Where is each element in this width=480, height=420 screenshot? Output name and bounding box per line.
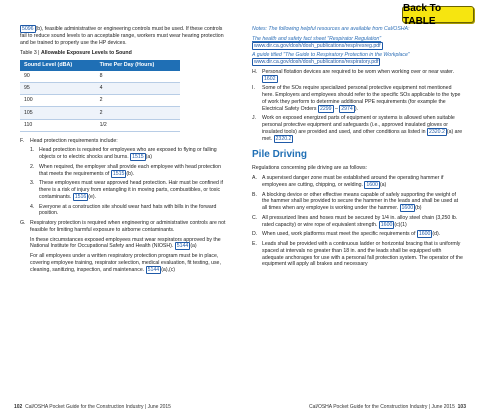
subitem-number: 4. (30, 203, 35, 210)
cell-level: 95 (20, 83, 96, 95)
ref-link[interactable]: 5144 (147, 266, 160, 273)
notes-intro: Notes: The following helpful resources are available from Cal/OSHA: (252, 26, 410, 32)
subitem-number: 3. (30, 180, 35, 187)
item-body: A blocking device or other effective means capable of safely supporting the weight of the hammer shall be provided to secure the hammer in the leads and shall be used at all times when any employee is working under the hammer. (262, 191, 459, 211)
item-letter: D. (252, 231, 258, 238)
ref-tail: (a),(c) (161, 266, 176, 273)
resource-url-link[interactable]: www.dir.ca.gov/dosh/dosh_publications/resp/resreg.pdf (254, 42, 381, 49)
ref-link[interactable]: 1515 (112, 170, 125, 177)
cell-time: 1/2 (96, 119, 180, 131)
intro-text: (b), feasible administrative or engineering controls must be used. If these controls fail to reduce sound levels to an acceptable range, workers must wear hearing protection and be trained to properly use the HP devices. (20, 26, 224, 46)
ref-tail: (b). (126, 170, 135, 177)
ref-tail: ). (354, 105, 358, 112)
ref-link[interactable]: 1515 (132, 154, 144, 161)
header-sound-level: Sound Level (dBA) (20, 60, 96, 71)
item-j (252, 115, 464, 142)
item-text (262, 69, 464, 83)
item-g (20, 220, 230, 234)
item-pile-b (252, 192, 464, 212)
cell-level: 100 (20, 95, 96, 107)
ref-tail: (b) (415, 205, 422, 211)
cell-level: 90 (20, 71, 96, 83)
ref-link[interactable]: 1602 (264, 75, 276, 82)
resource-title: A guide titled "The Guide to Respiratory Protection in the Workplace" (252, 52, 410, 59)
item-body: All pressurized lines and hoses must be secured by 1/4 in. alloy steel chain (3,250 lb. rated capacity) or wire rope of equivalent strength. (262, 214, 458, 228)
ref-tail: (e). (88, 193, 97, 200)
footer-right (309, 404, 466, 411)
item-text (262, 215, 464, 229)
item-letter: C. (252, 214, 258, 221)
pile-intro: Regulations concerning pile driving are as follows: (252, 165, 368, 172)
cell-time: 2 (96, 95, 180, 107)
item-text: Head protection requirements include: (30, 137, 118, 144)
subitem-f2 (20, 164, 230, 178)
sound-exposure-table (20, 60, 180, 132)
item-letter: G. (20, 220, 26, 227)
subitem-number: 1. (30, 147, 35, 154)
ref-link[interactable]: 1600 (401, 205, 414, 211)
table-row (20, 95, 180, 107)
ref-link[interactable]: 5096 (22, 26, 34, 32)
ref-link[interactable]: 1600 (366, 181, 378, 188)
g-p3-text: For all employees under a written respiratory protection program must be in place, covering employee training, respirator selection, medical evaluation, fit testing, use, cleaning, sanitizing, inspection, and maintenance. (30, 253, 221, 273)
item-letter: B. (252, 191, 257, 198)
left-column (20, 26, 230, 276)
item-text (262, 231, 464, 238)
ref-tail: (a) (190, 243, 197, 250)
back-to-table-button[interactable]: Back To TABLE (402, 6, 474, 23)
table-label: Table 3 | (20, 50, 41, 57)
subitem-body: Head protection is required for employees who are exposed to flying or falling objects or to electric shocks and burns. (39, 147, 217, 161)
item-i (252, 85, 464, 112)
table-title: Allowable Exposure Levels to Sound (40, 50, 132, 57)
subitem-f1 (20, 147, 230, 161)
g-paragraph-2 (20, 237, 230, 251)
item-text (262, 192, 464, 212)
ref-tail: (a) are met. (262, 128, 463, 142)
page-number-left: 102 (14, 404, 23, 410)
cell-level: 110 (20, 119, 96, 131)
resource-title[interactable]: The health and safety fact sheet "Respirator Regulation" (252, 35, 382, 42)
section-heading: Pile Driving (252, 149, 308, 161)
item-text (262, 115, 464, 142)
table-row (20, 107, 180, 119)
ref-link[interactable]: 1600 (418, 231, 431, 238)
subitem-f3 (20, 180, 230, 200)
item-body: Work on exposed energized parts of equipment or systems is allowed when suitable personal protective equipment and safeguards (i.e., approved insulated gloves or insulated tools) are provided and used, and other conditions as listed in (262, 115, 455, 135)
item-pile-c (252, 215, 464, 229)
item-pile-e (252, 241, 464, 268)
footer-left (14, 404, 171, 411)
item-text: Respiratory protection is required when engineering or administrative controls are not feasible for limiting harmful exposure to airborne contaminants. (30, 220, 226, 233)
item-h (252, 69, 464, 83)
item-text (262, 85, 464, 112)
ref-link[interactable]: 2320.2 (428, 128, 445, 135)
item-letter: H. (252, 68, 258, 75)
resource-1 (252, 36, 464, 50)
ref-link[interactable]: 2320.2 (275, 135, 292, 142)
subitem-text (39, 180, 230, 200)
subitem-f4 (20, 204, 230, 218)
page-number-right: 103 (457, 404, 466, 410)
item-text (262, 175, 464, 189)
ref-tail: (d). (432, 231, 441, 238)
table-row (20, 71, 180, 83)
resource-url-link[interactable]: www.dir.ca.gov/dosh/dosh_publications/respiratory.pdf (254, 59, 379, 65)
right-column (252, 26, 464, 271)
resource-2 (252, 52, 464, 66)
item-body: Personal flotation devices are required to be worn when working over or near water. (262, 68, 455, 75)
item-letter: F. (20, 137, 25, 144)
ref-link[interactable]: 1516 (74, 193, 87, 200)
subitem-text (39, 147, 230, 161)
item-body: When used, work platforms must meet the specific requirements of (262, 231, 416, 238)
subitem-number: 2. (30, 163, 35, 170)
item-text: Leads shall be provided with a continuous ladder or horizontal bracing that is uniformly spaced at intervals no greater than 18 in. and the leads shall be equipped with adequate anchorages for use with a personal fall protection system. The operator of the equipment will apply all brakes and necessary (262, 241, 463, 268)
table-header-row (20, 60, 180, 71)
table-row (20, 83, 180, 95)
ref-link[interactable]: 2974 (341, 105, 353, 112)
subitem-body: These employees must wear approved head protection. Hair must be confined if there is a risk of injury from entangling it in moving parts, combustibles, or toxic contaminants. (39, 180, 223, 200)
cell-time: 8 (96, 71, 180, 83)
g-p2-text: In these circumstances exposed employees must wear respirators approved by the National Institute for Occupational Safety and Health (NIOSH). (30, 236, 221, 250)
item-body: Some of the SOs require specialized personal protective equipment not mentioned here. Employers and employees should refer to the specific SOs applicable to the type of work they perform to determine additional PPE requirements (for example the Electrical Safety Orders (262, 85, 461, 112)
item-letter: A. (252, 175, 257, 181)
ref-tail: (c)(1) (394, 221, 407, 228)
cell-time: 4 (96, 83, 180, 95)
ref-tail: (a) (379, 181, 387, 188)
ref-link[interactable]: 5144 (176, 243, 189, 250)
item-body: A supervised danger zone must be established around the operating hammer if employees are cutting, chipping, or welding. (262, 175, 444, 188)
footer-left-text: Cal/OSHA Pocket Guide for the Construction Industry | June 2015 (25, 404, 171, 410)
item-f (20, 138, 230, 145)
table-caption (20, 50, 230, 57)
ref-link[interactable]: 1600 (380, 221, 393, 228)
table-row (20, 119, 180, 131)
g-paragraph-3 (20, 253, 230, 273)
cell-time: 2 (96, 107, 180, 119)
item-pile-d (252, 231, 464, 238)
ref-link[interactable]: 2299 (319, 105, 332, 112)
ref-tail: (a) (145, 154, 153, 161)
subitem-text: Everyone at a construction site should wear hard hats with bills in the forward position. (39, 203, 217, 217)
dash: – (333, 105, 340, 112)
subitem-text (39, 164, 230, 178)
intro-paragraph (20, 26, 230, 46)
subitem-body: When required, the employer shall provide each employee with head protection that meets the requirements of (39, 163, 221, 177)
item-pile-a (252, 175, 464, 189)
item-letter: J. (252, 115, 257, 122)
footer-right-text: Cal/OSHA Pocket Guide for the Construction Industry | June 2015 (309, 404, 455, 410)
header-time-per-day: Time Per Day (Hours) (96, 60, 180, 71)
item-letter: I. (252, 85, 255, 92)
item-letter: E. (252, 241, 257, 247)
cell-level: 105 (20, 107, 96, 119)
